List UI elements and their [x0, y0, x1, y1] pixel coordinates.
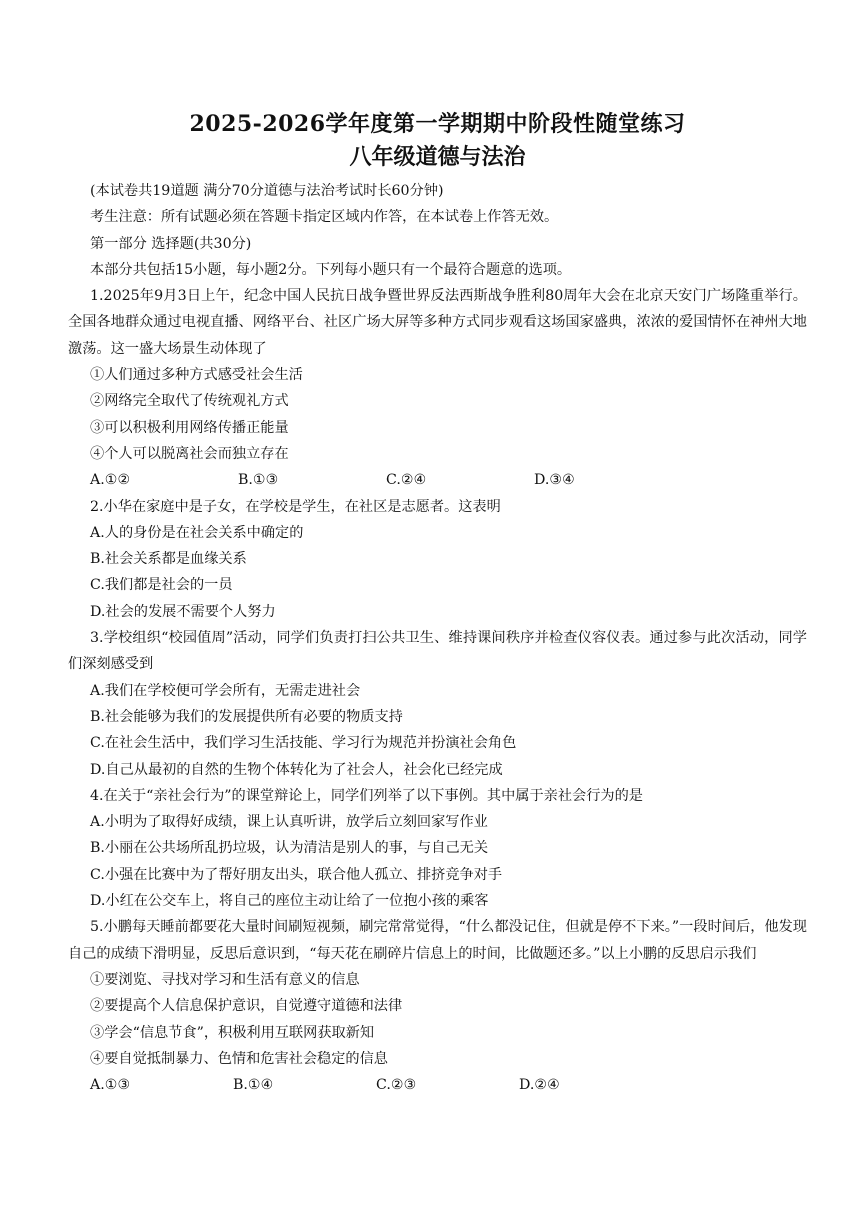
statement-item: ③学会“信息节食”，积极利用互联网获取新知	[90, 1024, 375, 1041]
question-stem: 1.2025年9月3日上午，纪念中国人民抗日战争暨世界反法西斯战争胜利80周年大会在北京天安门广场隆重举行。全国各地群众通过电视直播、网络平台、社区广场大屏等多种方式同步观看这场国家盛典，浓浓的爱国情怀在神州大地激荡。这一盛大场景生动体现了	[68, 288, 807, 357]
option-d: D.②④	[519, 1077, 560, 1094]
statement-item: ①要浏览、寻找对学习和生活有意义的信息	[90, 971, 360, 988]
statement-item: ③可以积极利用网络传播正能量	[90, 419, 289, 436]
option-c: C.②③	[376, 1077, 417, 1094]
question-1	[68, 283, 807, 493]
option-row	[68, 467, 807, 493]
option-c: C.②④	[386, 472, 427, 489]
option-b: B.①③	[238, 472, 279, 489]
option-d: D.自己从最初的自然的生物个体转化为了社会人，社会化已经完成	[90, 761, 503, 778]
option-b: B.①④	[233, 1077, 274, 1094]
option-b: B.社会能够为我们的发展提供所有必要的物质支持	[90, 708, 403, 725]
notice: 考生注意：所有试题必须在答题卡指定区域内作答，在本试卷上作答无效。	[90, 209, 559, 226]
question-2	[68, 494, 807, 625]
statement-item: ②网络完全取代了传统观礼方式	[90, 393, 289, 410]
option-d: D.③④	[534, 472, 575, 489]
section-title: 第一部分 选择题(共30分)	[90, 235, 252, 252]
question-stem: 5.小鹏每天睡前都要花大量时间刷短视频，刷完常常觉得，“什么都没记住，但就是停不下来。”一段时间后，他发现自己的成绩下滑明显，反思后意识到，“每天花在刷碎片信息上的时间，比做题还多。”以上小鹏的反思启示我们	[68, 919, 807, 962]
option-row	[68, 1072, 807, 1098]
option-c: C.小强在比赛中为了帮好朋友出头，联合他人孤立、排挤竞争对手	[90, 866, 503, 883]
statement-item: ①人们通过多种方式感受社会生活	[90, 367, 303, 384]
option-a: A.①③	[90, 1077, 131, 1094]
statement-item: ④要自觉抵制暴力、色情和危害社会稳定的信息	[90, 1050, 388, 1067]
option-b: B.小丽在公共场所乱扔垃圾，认为清洁是别人的事，与自己无关	[90, 840, 489, 857]
exam-subtitle: 八年级道德与法治	[349, 144, 526, 170]
option-a: A.小明为了取得好成绩，课上认真听讲，放学后立刻回家写作业	[90, 814, 488, 831]
option-c: C.我们都是社会的一员	[90, 577, 233, 594]
exam-title: 2025-2026学年度第一学期期中阶段性随堂练习	[189, 111, 686, 137]
option-d: D.社会的发展不需要个人努力	[90, 603, 276, 620]
question-stem: 4.在关于“亲社会行为”的课堂辩论上，同学们列举了以下事例。其中属于亲社会行为的是	[90, 787, 643, 804]
statement-item: ④个人可以脱离社会而独立存在	[90, 445, 289, 462]
question-stem: 3.学校组织“校园值周”活动，同学们负责打扫公共卫生、维持课间秩序并检查仪容仪表。通过参与此次活动，同学们深刻感受到	[68, 630, 807, 673]
question-4	[68, 783, 807, 914]
section-description: 本部分共包括15小题，每小题2分。下列每小题只有一个最符合题意的选项。	[90, 261, 572, 278]
option-c: C.在社会生活中，我们学习生活技能、学习行为规范并扮演社会角色	[90, 735, 517, 752]
exam-info: (本试卷共19道题 满分70分道德与法治考试时长60分钟)	[90, 183, 444, 199]
question-stem: 2.小华在家庭中是子女，在学校是学生，在社区是志愿者。这表明	[90, 498, 501, 515]
option-d: D.小红在公交车上，将自己的座位主动让给了一位抱小孩的乘客	[90, 893, 489, 910]
question-3	[68, 625, 807, 783]
statement-item: ②要提高个人信息保护意识，自觉遵守道德和法律	[90, 998, 403, 1015]
question-5	[68, 914, 807, 1098]
option-a: A.①②	[90, 472, 131, 489]
option-b: B.社会关系都是血缘关系	[90, 551, 247, 568]
option-a: A.人的身份是在社会关系中确定的	[90, 524, 304, 541]
option-a: A.我们在学校便可学会所有，无需走进社会	[90, 682, 361, 699]
